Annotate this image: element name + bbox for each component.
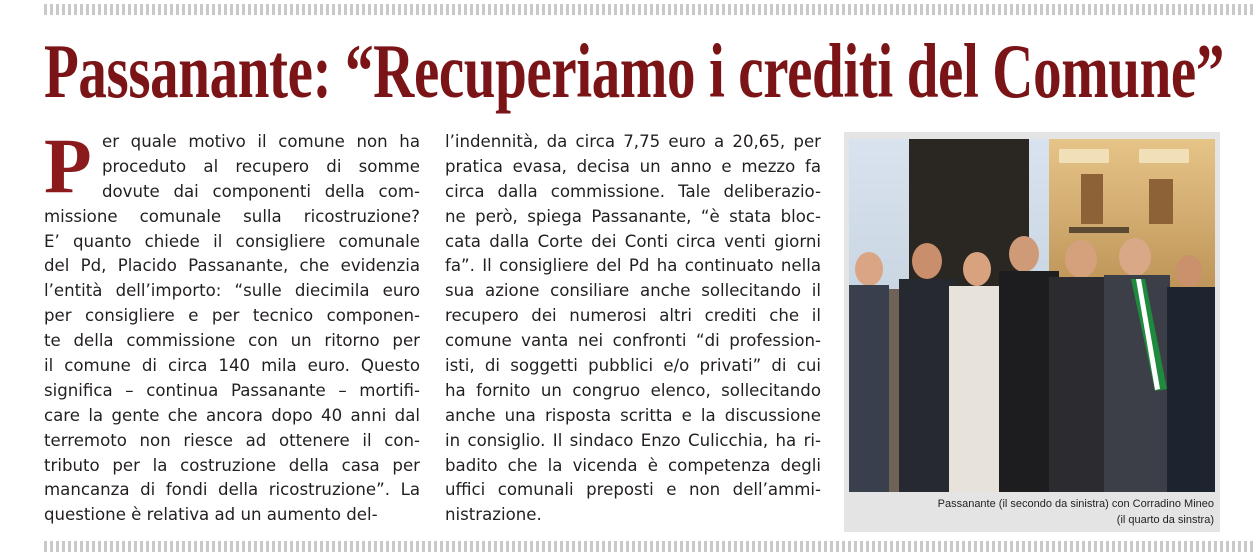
text-line: badito che la vicenda è competenza degli bbox=[445, 455, 821, 475]
caption-line-2: (il quarto da sinstra) bbox=[1116, 513, 1214, 526]
bottom-dotted-rule bbox=[44, 541, 1254, 552]
text-line: l’entità dell’importo: “sulle diecimila euro bbox=[44, 281, 420, 301]
text-line: tributo per la costruzione della casa per bbox=[44, 455, 420, 475]
text-line: circa dalla commissione. Tale deliberazio- bbox=[445, 181, 821, 201]
text-line: dovute dai componenti della com- bbox=[102, 181, 420, 201]
text-line: mancanza di fondi della ricostruzione”. La bbox=[44, 480, 420, 500]
text-line: comune vanta nei confronti “di profession- bbox=[445, 331, 821, 351]
text-line: nistrazione. bbox=[445, 505, 542, 525]
text-line: fa”. Il consigliere del Pd ha continuato nella bbox=[445, 256, 821, 276]
article-column-1 bbox=[44, 122, 420, 528]
article-headline: Passanante: “Recuperiamo i crediti del Comune” bbox=[44, 28, 1224, 114]
text-line: care la gente che ancora dopo 40 anni dal bbox=[44, 405, 420, 425]
text-line: uffici comunali preposti e non dell’ammi- bbox=[445, 480, 821, 500]
text-line: del Pd, Placido Passanante, che evidenzia bbox=[44, 256, 420, 276]
text-line: pratica evasa, decisa un anno e mezzo fa bbox=[445, 156, 821, 176]
text-line: proceduto al recupero di somme bbox=[102, 156, 420, 176]
text-line: recupero dei numerosi altri crediti che il bbox=[445, 306, 821, 326]
text-line: questione è relativa ad un aumento del- bbox=[44, 505, 378, 525]
caption-line-1: Passanante (il secondo da sinistra) con Corradino Mineo bbox=[937, 498, 1214, 510]
text-line: terremoto non riesce ad ottenere il con- bbox=[44, 430, 420, 450]
text-line: E’ quanto chiede il consigliere comunale bbox=[44, 231, 420, 251]
photo-caption bbox=[848, 497, 1214, 528]
text-line: il comune di circa 140 mila euro. Questo bbox=[44, 356, 420, 376]
top-dotted-rule bbox=[44, 4, 1254, 15]
text-line: per consigliere e per tecnico componen- bbox=[44, 306, 420, 326]
text-line: l’indennità, da circa 7,75 euro a 20,65, per bbox=[445, 132, 821, 151]
text-line: sua azione consiliare anche sollecitando il bbox=[445, 281, 821, 301]
text-line: er quale motivo il comune non ha bbox=[102, 132, 420, 151]
text-line: anche una risposta scritta e la discussione bbox=[445, 405, 821, 425]
article-column-2 bbox=[445, 130, 821, 528]
text-line: isti, di soggetti pubblici e/o privati” di cui bbox=[445, 356, 821, 376]
text-line: te della commissione con un ritorno per bbox=[44, 331, 420, 351]
text-line: ne però, spiega Passanante, “è stata bloc- bbox=[445, 206, 821, 226]
drop-cap: P bbox=[44, 122, 92, 209]
text-line: missione comunale sulla ricostruzione? bbox=[44, 206, 420, 226]
text-line: in consiglio. Il sindaco Enzo Culicchia, ha ri- bbox=[445, 430, 821, 450]
text-line: ha fornito un congruo elenco, sollecitando bbox=[445, 380, 821, 400]
photo-illustration bbox=[849, 139, 1215, 492]
news-photo bbox=[849, 139, 1215, 492]
text-line: significa – continua Passanante – mortifi- bbox=[44, 380, 420, 400]
text-line: cata dalla Corte dei Conti circa venti giorni bbox=[445, 231, 821, 251]
